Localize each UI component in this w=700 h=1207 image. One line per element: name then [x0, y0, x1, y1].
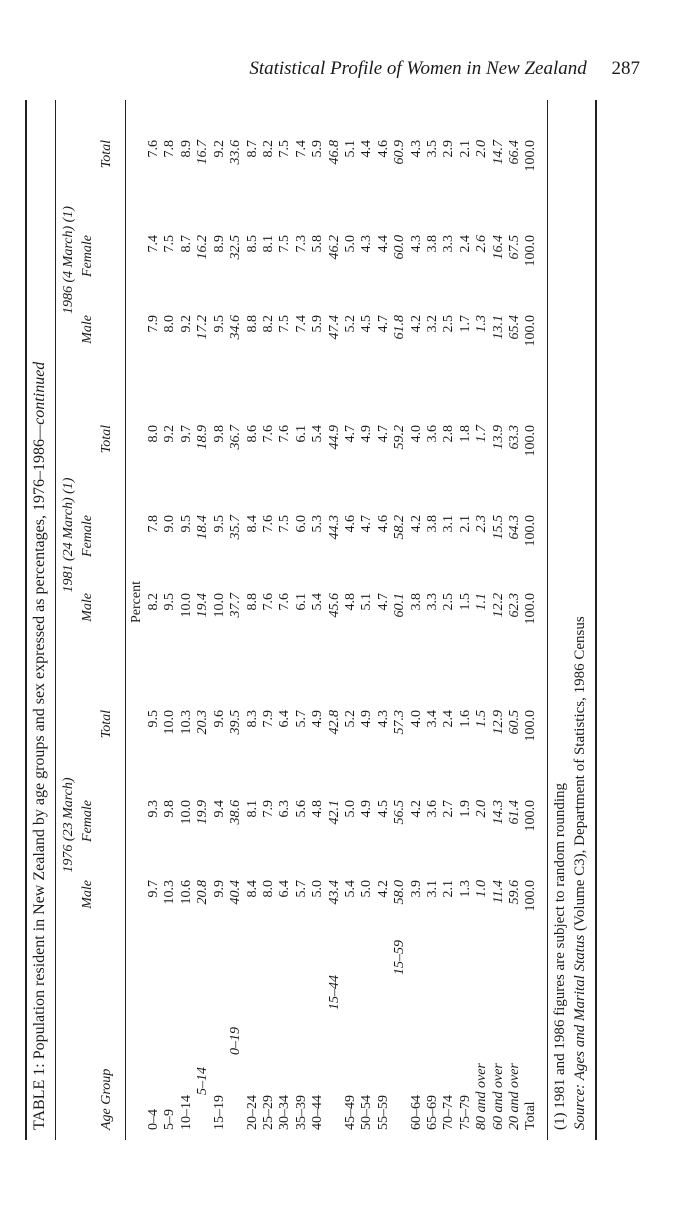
rotated-table [25, 100, 665, 1140]
table-cell: 100.0 [523, 710, 538, 742]
table-cell: 5.1 [343, 140, 358, 158]
table-cell: 14.7 [491, 140, 506, 165]
table-cell: 3.3 [425, 593, 440, 611]
table-cell: 5.2 [343, 710, 358, 728]
table-cell: 5.1 [359, 593, 374, 611]
table-cell: 33.6 [228, 140, 243, 165]
age-group-label: 0–19 [228, 1027, 243, 1055]
table-cell: 59.2 [392, 425, 407, 450]
table-cell: 60.5 [507, 710, 522, 735]
table-row [507, 100, 523, 1140]
table-cell: 9.3 [146, 800, 161, 818]
table-cell: 4.7 [343, 425, 358, 443]
table-cell: 8.2 [146, 593, 161, 611]
table-cell: 7.4 [294, 140, 309, 158]
table-cell: 4.0 [409, 425, 424, 443]
table-cell: 7.5 [277, 515, 292, 533]
table-cell: 18.9 [195, 425, 210, 450]
table-cell: 4.6 [376, 140, 391, 158]
table-cell: 100.0 [523, 235, 538, 267]
table-row [277, 100, 293, 1140]
header-rule [125, 100, 126, 1140]
table-cell: 60.0 [392, 235, 407, 260]
table-cell: 8.0 [162, 315, 177, 333]
table-cell: 4.9 [359, 710, 374, 728]
table-cell: 4.0 [409, 710, 424, 728]
table-cell: 11.4 [491, 880, 506, 904]
table-cell: 1.5 [474, 710, 489, 728]
table-cell: 9.5 [162, 593, 177, 611]
table-cell: 64.3 [507, 515, 522, 540]
col-header-1986-female: Female [80, 235, 95, 277]
table-cell: 1.5 [458, 593, 473, 611]
table-cell: 4.7 [376, 593, 391, 611]
table-cell: 2.6 [474, 235, 489, 253]
table-cell: 1.7 [474, 425, 489, 443]
table-cell: 1.0 [474, 880, 489, 898]
table-cell: 3.6 [425, 425, 440, 443]
running-title: Statistical Profile of Women in New Zealand [249, 58, 587, 79]
table-cell: 7.6 [261, 515, 276, 533]
table-row [146, 100, 162, 1140]
age-group-label: 70–74 [441, 1095, 456, 1130]
table-cell: 35.7 [228, 515, 243, 540]
age-group-label: 5–9 [162, 1109, 177, 1130]
age-group-label: 25–29 [261, 1095, 276, 1130]
table-cell: 9.7 [179, 425, 194, 443]
table-cell: 2.1 [458, 515, 473, 533]
col-header-1976-total: Total [99, 710, 114, 739]
table-cell: 62.3 [507, 593, 522, 618]
bottom-rule [547, 100, 548, 1140]
table-cell: 3.4 [425, 710, 440, 728]
table-cell: 5.9 [310, 140, 325, 158]
table-cell: 46.8 [327, 140, 342, 165]
table-cell: 3.8 [409, 593, 424, 611]
table-cell: 4.2 [409, 800, 424, 818]
table-cell: 8.8 [245, 593, 260, 611]
table-cell: 59.6 [507, 880, 522, 905]
table-cell: 20.8 [195, 880, 210, 905]
table-cell: 3.2 [425, 315, 440, 333]
table-row [491, 100, 507, 1140]
table-cell: 16.7 [195, 140, 210, 165]
table-cell: 4.7 [376, 425, 391, 443]
table-cell: 8.4 [245, 880, 260, 898]
caption-rule [55, 100, 56, 1140]
table-cell: 5.2 [343, 315, 358, 333]
table-cell: 100.0 [523, 880, 538, 912]
age-group-label: 15–19 [212, 1095, 227, 1130]
age-group-label: Total [523, 1101, 538, 1130]
col-header-1976-male: Male [80, 880, 95, 909]
table-cell: 1.9 [458, 800, 473, 818]
table-row [162, 100, 178, 1140]
table-cell: 9.6 [212, 710, 227, 728]
table-cell: 6.3 [277, 800, 292, 818]
table-row [409, 100, 425, 1140]
age-group-label: 35–39 [294, 1095, 309, 1130]
table-cell: 4.2 [376, 880, 391, 898]
table-cell: 5.0 [310, 880, 325, 898]
table-cell: 12.2 [491, 593, 506, 618]
table-cell: 2.7 [441, 800, 456, 818]
table-cell: 100.0 [523, 140, 538, 172]
table-cell: 5.4 [310, 593, 325, 611]
table-cell: 17.2 [195, 315, 210, 340]
table-cell: 13.9 [491, 425, 506, 450]
table-cell: 2.5 [441, 315, 456, 333]
table-cell: 40.4 [228, 880, 243, 905]
table-cell: 10.0 [179, 800, 194, 825]
table-row [294, 100, 310, 1140]
table-cell: 58.0 [392, 880, 407, 905]
table-cell: 8.9 [179, 140, 194, 158]
table-cell: 57.3 [392, 710, 407, 735]
table-cell: 7.6 [277, 593, 292, 611]
table-cell: 1.7 [458, 315, 473, 333]
table-cell: 4.9 [310, 710, 325, 728]
table-row [392, 100, 408, 1140]
table-row [245, 100, 261, 1140]
table-cell: 10.3 [162, 880, 177, 905]
table-cell: 7.8 [162, 140, 177, 158]
age-group-label: 65–69 [425, 1095, 440, 1130]
table-cell: 5.8 [310, 235, 325, 253]
col-header-1981-male: Male [80, 593, 95, 622]
table-cell: 7.4 [294, 315, 309, 333]
group-header-1981: 1981 (24 March) (1) [61, 477, 76, 593]
source-note: Source: Ages and Marital Status (Volume C3), Department of Statistics, 1986 Census [572, 616, 588, 1130]
column-header-age-group: Age Group [99, 1068, 114, 1130]
table-cell: 3.6 [425, 800, 440, 818]
footnote: (1) 1981 and 1986 figures are subject to random rounding [552, 783, 568, 1130]
table-cell: 60.9 [392, 140, 407, 165]
table-cell: 8.8 [245, 315, 260, 333]
table-cell: 6.4 [277, 710, 292, 728]
table-cell: 61.8 [392, 315, 407, 340]
table-cell: 8.5 [245, 235, 260, 253]
age-group-label: 30–34 [277, 1095, 292, 1130]
table-cell: 7.5 [277, 140, 292, 158]
table-cell: 9.9 [212, 880, 227, 898]
table-cell: 3.1 [425, 880, 440, 898]
table-cell: 10.3 [179, 710, 194, 735]
table-cell: 34.6 [228, 315, 243, 340]
table-cell: 8.0 [261, 880, 276, 898]
table-cell: 6.1 [294, 425, 309, 443]
table-cell: 4.3 [409, 140, 424, 158]
age-group-label: 60 and over [491, 1063, 506, 1130]
table-cell: 5.3 [310, 515, 325, 533]
table-cell: 7.6 [261, 593, 276, 611]
table-cell: 2.0 [474, 800, 489, 818]
table-cell: 9.0 [162, 515, 177, 533]
table-cell: 3.5 [425, 140, 440, 158]
age-group-label: 20–24 [245, 1095, 260, 1130]
table-caption: TABLE 1: Population resident in New Zealand by age groups and sex expressed as percentages, 1976–1986—continued [31, 361, 48, 1130]
table-cell: 5.7 [294, 710, 309, 728]
table-cell: 4.7 [359, 515, 374, 533]
col-header-1981-total: Total [99, 425, 114, 454]
col-header-1981-female: Female [80, 515, 95, 557]
table-cell: 7.5 [277, 235, 292, 253]
table-cell: 9.5 [146, 710, 161, 728]
table-cell: 7.6 [277, 425, 292, 443]
table-cell: 1.3 [458, 880, 473, 898]
table-cell: 5.4 [343, 880, 358, 898]
age-group-label: 15–44 [327, 975, 342, 1010]
age-group-label: 60–64 [409, 1095, 424, 1130]
table-cell: 7.3 [294, 235, 309, 253]
table-cell: 19.4 [195, 593, 210, 618]
table-cell: 7.6 [261, 425, 276, 443]
table-cell: 100.0 [523, 800, 538, 832]
table-row [310, 100, 326, 1140]
table-cell: 8.1 [245, 800, 260, 818]
table-cell: 4.9 [359, 425, 374, 443]
table-cell: 8.3 [245, 710, 260, 728]
table-cell: 67.5 [507, 235, 522, 260]
table-cell: 10.0 [179, 593, 194, 618]
table-cell: 100.0 [523, 425, 538, 457]
table-cell: 9.8 [162, 800, 177, 818]
table-cell: 58.2 [392, 515, 407, 540]
table-cell: 3.1 [441, 515, 456, 533]
table-cell: 2.9 [441, 140, 456, 158]
table-cell: 16.2 [195, 235, 210, 260]
table-cell: 2.3 [474, 515, 489, 533]
table-row [523, 100, 539, 1140]
table-row [343, 100, 359, 1140]
age-group-label: 40–44 [310, 1095, 325, 1130]
table-cell: 8.1 [261, 235, 276, 253]
table-cell: 8.9 [212, 235, 227, 253]
table-cell: 9.5 [212, 315, 227, 333]
table-cell: 5.6 [294, 800, 309, 818]
table-cell: 2.1 [458, 140, 473, 158]
table-row [327, 100, 343, 1140]
table-cell: 43.4 [327, 880, 342, 905]
table-cell: 8.4 [245, 515, 260, 533]
table-cell: 13.1 [491, 315, 506, 340]
col-header-1976-female: Female [80, 800, 95, 842]
table-cell: 7.9 [261, 800, 276, 818]
table-cell: 37.7 [228, 593, 243, 618]
table-cell: 2.0 [474, 140, 489, 158]
age-group-label: 0–4 [146, 1109, 161, 1130]
running-header [0, 58, 640, 80]
table-cell: 66.4 [507, 140, 522, 165]
table-cell: 19.9 [195, 800, 210, 825]
table-cell: 5.0 [359, 880, 374, 898]
table-cell: 10.6 [179, 880, 194, 905]
table-row [458, 100, 474, 1140]
table-cell: 7.6 [146, 140, 161, 158]
table-cell: 39.5 [228, 710, 243, 735]
table-cell: 4.2 [409, 515, 424, 533]
table-cell: 4.4 [376, 235, 391, 253]
table-cell: 1.3 [474, 315, 489, 333]
table-cell: 60.1 [392, 593, 407, 618]
table-cell: 4.5 [359, 315, 374, 333]
table-cell: 1.1 [474, 593, 489, 611]
age-group-label: 55–59 [376, 1095, 391, 1130]
page-number: 287 [611, 58, 640, 79]
age-group-label: 50–54 [359, 1095, 374, 1130]
table-cell: 5.0 [343, 235, 358, 253]
table-cell: 9.5 [212, 515, 227, 533]
table-cell: 44.3 [327, 515, 342, 540]
table-cell: 2.8 [441, 425, 456, 443]
table-cell: 10.0 [212, 593, 227, 618]
table-cell: 4.4 [359, 140, 374, 158]
table-cell: 2.1 [441, 880, 456, 898]
table-cell: 8.7 [179, 235, 194, 253]
table-cell: 1.6 [458, 710, 473, 728]
group-header-1986: 1986 (4 March) (1) [61, 206, 76, 314]
table-cell: 3.8 [425, 515, 440, 533]
table-cell: 7.5 [277, 315, 292, 333]
age-group-label: 15–59 [392, 940, 407, 975]
table-cell: 47.4 [327, 315, 342, 340]
table-cell: 16.4 [491, 235, 506, 260]
table-cell: 3.8 [425, 235, 440, 253]
top-rule [25, 100, 27, 1140]
table-cell: 2.5 [441, 593, 456, 611]
table-cell: 4.8 [310, 800, 325, 818]
age-group-label: 5–14 [195, 1067, 210, 1095]
table-cell: 18.4 [195, 515, 210, 540]
table-cell: 5.9 [310, 315, 325, 333]
table-cell: 7.5 [162, 235, 177, 253]
age-group-label: 20 and over [507, 1063, 522, 1130]
table-row [179, 100, 195, 1140]
table-cell: 42.1 [327, 800, 342, 825]
table-row [212, 100, 228, 1140]
table-cell: 32.5 [228, 235, 243, 260]
percent-label: Percent [129, 581, 144, 623]
table-cell: 4.3 [359, 235, 374, 253]
table-cell: 61.4 [507, 800, 522, 825]
table-cell: 14.3 [491, 800, 506, 825]
table-cell: 4.9 [359, 800, 374, 818]
table-cell: 46.2 [327, 235, 342, 260]
table-cell: 3.3 [441, 235, 456, 253]
table-cell: 63.3 [507, 425, 522, 450]
table-cell: 10.0 [162, 710, 177, 735]
table-cell: 9.5 [179, 515, 194, 533]
table-cell: 2.4 [441, 710, 456, 728]
table-row [376, 100, 392, 1140]
table-cell: 100.0 [523, 315, 538, 347]
table-cell: 44.9 [327, 425, 342, 450]
table-cell: 9.7 [146, 880, 161, 898]
table-cell: 100.0 [523, 515, 538, 547]
table-row [261, 100, 277, 1140]
table-row [195, 100, 211, 1140]
age-group-label: 10–14 [179, 1095, 194, 1130]
table-cell: 6.0 [294, 515, 309, 533]
table-cell: 7.8 [146, 515, 161, 533]
table-cell: 2.4 [458, 235, 473, 253]
table-cell: 20.3 [195, 710, 210, 735]
table-cell: 4.8 [343, 593, 358, 611]
col-header-1986-total: Total [99, 140, 114, 169]
table-cell: 8.0 [146, 425, 161, 443]
table-cell: 4.2 [409, 315, 424, 333]
table-cell: 65.4 [507, 315, 522, 340]
table-cell: 4.7 [376, 315, 391, 333]
table-cell: 7.9 [146, 315, 161, 333]
table-cell: 4.6 [343, 515, 358, 533]
table-cell: 7.4 [146, 235, 161, 253]
table-cell: 7.9 [261, 710, 276, 728]
age-group-label: 45–49 [343, 1095, 358, 1130]
table-cell: 100.0 [523, 593, 538, 625]
table-cell: 5.0 [343, 800, 358, 818]
table-cell: 4.3 [376, 710, 391, 728]
table-cell: 8.2 [261, 140, 276, 158]
age-group-label: 75–79 [458, 1095, 473, 1130]
table-row [425, 100, 441, 1140]
table-cell: 4.5 [376, 800, 391, 818]
table-cell: 5.4 [310, 425, 325, 443]
table-cell: 42.8 [327, 710, 342, 735]
table-row [359, 100, 375, 1140]
table-cell: 45.6 [327, 593, 342, 618]
table-cell: 8.6 [245, 425, 260, 443]
table-cell: 9.2 [179, 315, 194, 333]
table-cell: 9.2 [212, 140, 227, 158]
group-header-1976: 1976 (23 March) [61, 777, 76, 873]
table-row [228, 100, 244, 1140]
table-row [441, 100, 457, 1140]
table-cell: 4.3 [409, 235, 424, 253]
table-cell: 6.4 [277, 880, 292, 898]
table-cell: 15.5 [491, 515, 506, 540]
table-row [474, 100, 490, 1140]
table-cell: 4.6 [376, 515, 391, 533]
table-cell: 1.8 [458, 425, 473, 443]
table-cell: 9.4 [212, 800, 227, 818]
table-cell: 9.2 [162, 425, 177, 443]
table-cell: 36.7 [228, 425, 243, 450]
table-cell: 9.8 [212, 425, 227, 443]
table-cell: 6.1 [294, 593, 309, 611]
age-group-label: 80 and over [474, 1063, 489, 1130]
table-cell: 38.6 [228, 800, 243, 825]
end-rule [595, 100, 597, 1140]
table-cell: 3.9 [409, 880, 424, 898]
col-header-1986-male: Male [80, 315, 95, 344]
table-cell: 12.9 [491, 710, 506, 735]
table-cell: 56.5 [392, 800, 407, 825]
table-cell: 8.2 [261, 315, 276, 333]
table-cell: 5.7 [294, 880, 309, 898]
table-cell: 8.7 [245, 140, 260, 158]
